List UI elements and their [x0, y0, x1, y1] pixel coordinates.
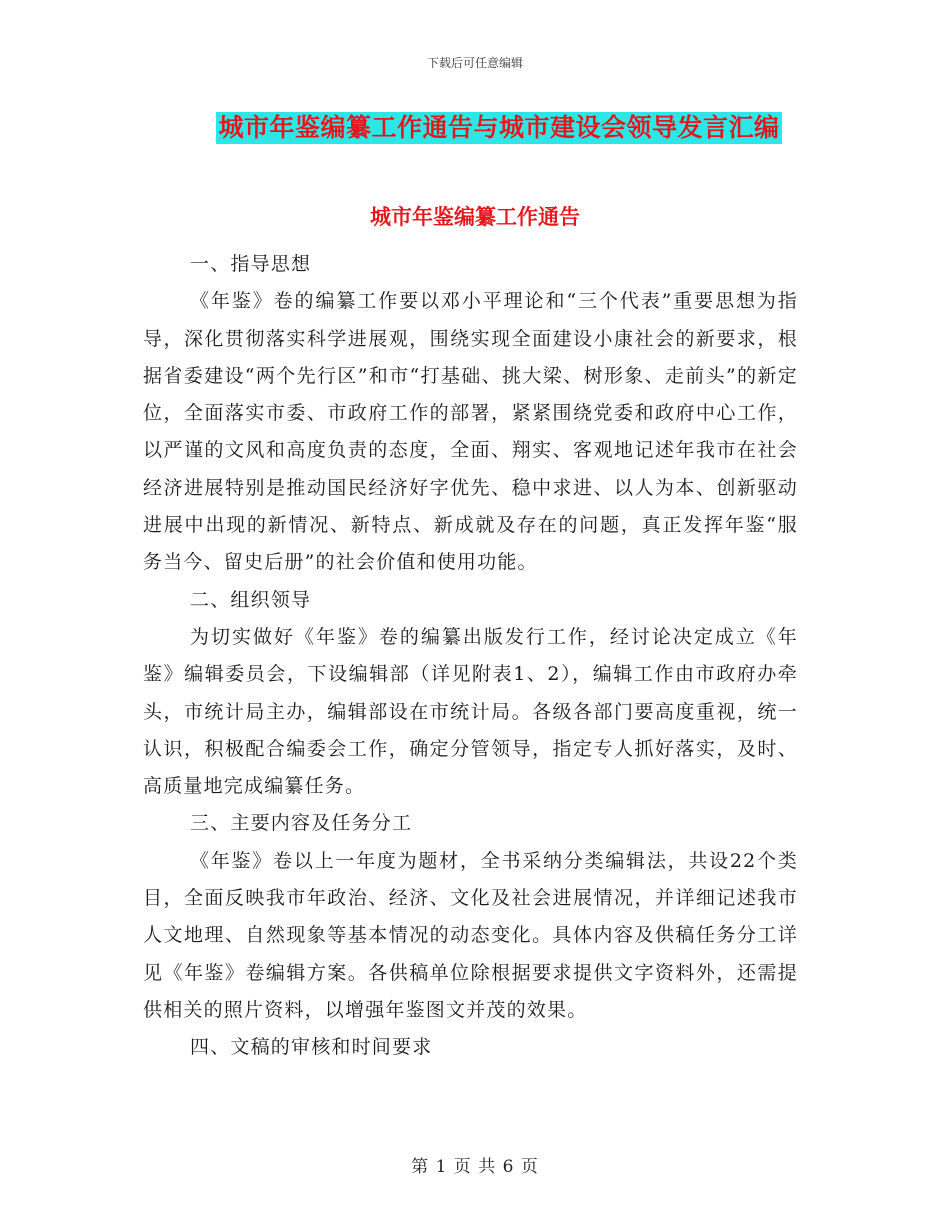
section-heading-4: 四、文稿的审核和时间要求 — [190, 1036, 433, 1059]
document-body — [143, 246, 798, 1067]
section-paragraph-3: 《年鉴》卷以上一年度为题材，全书采纳分类编辑法，共设22个类目，全面反映我市年政治、经济、文化及社会进展情况，并详细记述我市人文地理、自然现象等基本情况的动态变化。具体内容及供稿任务分工详见《年鉴》卷编辑方案。各供稿单位除根据要求提供文字资料外，还需提供相关的照片资料，以增强年鉴图文并茂的效果。 — [143, 849, 798, 1021]
document-title: 城市年鉴编纂工作通告与城市建设会领导发言汇编 — [218, 113, 780, 142]
page-header: 下载后可任意编辑 — [426, 56, 523, 70]
section-paragraph-1: 《年鉴》卷的编纂工作要以邓小平理论和“三个代表”重要思想为指导，深化贯彻落实科学进展观，围绕实现全面建设小康社会的新要求，根据省委建设“两个先行区”和市“打基础、挑大梁、树形象、走前头”的新定位，全面落实市委、市政府工作的部署，紧紧围绕党委和政府中心工作，以严谨的文风和高度负责的态度，全面、翔实、客观地记述年我市在社会经济进展特别是推动国民经济好字优先、稳中求进、以人为本、创新驱动进展中出现的新情况、新特点、新成就及存在的问题，真正发挥年鉴“服务当今、留史后册”的社会价值和使用功能。 — [143, 290, 798, 574]
section-title: 城市年鉴编纂工作通告 — [370, 204, 580, 229]
page-footer: 第 1 页 共 6 页 — [411, 1157, 539, 1177]
section-heading-2: 二、组织领导 — [190, 588, 312, 611]
section-heading-1: 一、指导思想 — [190, 253, 312, 275]
section-heading-3: 三、主要内容及任务分工 — [190, 812, 413, 835]
section-paragraph-2: 为切实做好《年鉴》卷的编纂出版发行工作，经讨论决定成立《年鉴》编辑委员会，下设编辑部（详见附表1、2），编辑工作由市政府办牵头，市统计局主办，编辑部设在市统计局。各级各部门要高度重视，统一认识，积极配合编委会工作，确定分管领导，指定专人抓好落实，及时、高质量地完成编纂任务。 — [143, 625, 798, 798]
document-title-wrap — [0, 112, 950, 144]
